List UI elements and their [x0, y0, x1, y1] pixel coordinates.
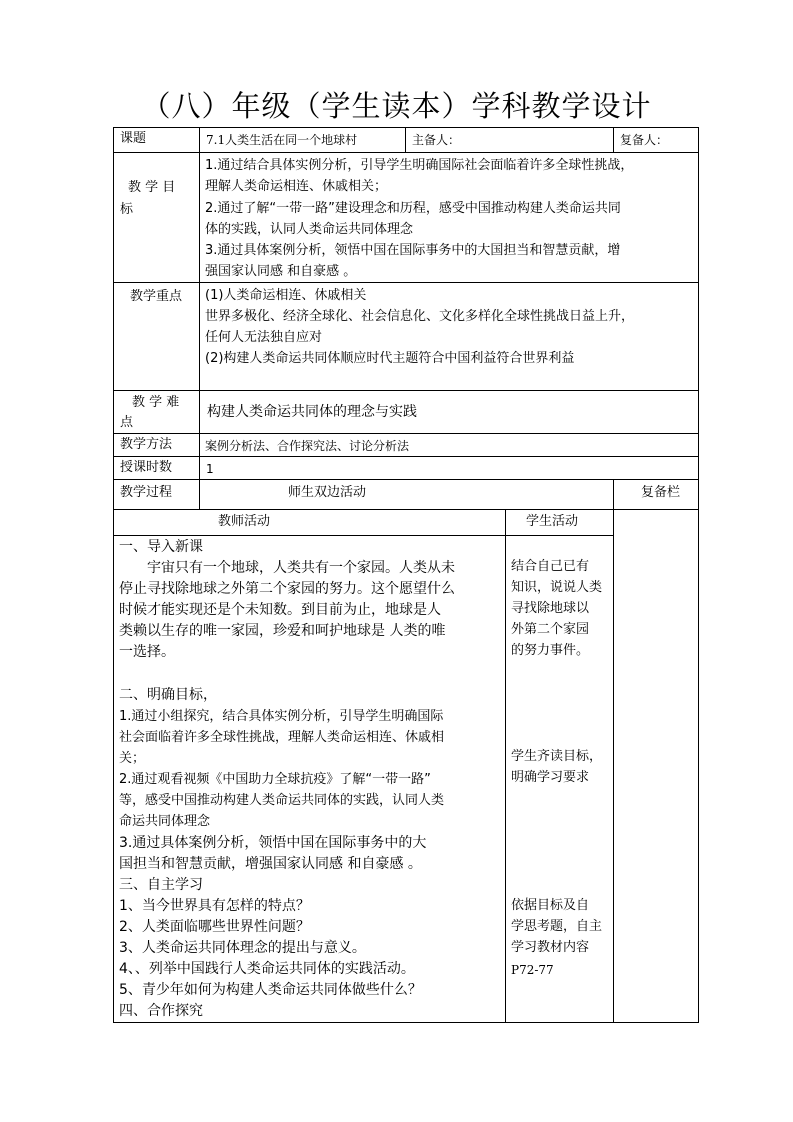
goal-line: 3.通过具体案例分析，领悟中国在国际事务中的大国担当和智慧贡献，增 [205, 243, 621, 258]
topic-label: 课题 [120, 131, 147, 146]
goal-item-line: 等，感受中国推动构建人类命运共同体的实践，认同人类 [119, 793, 445, 808]
goals-section-heading: 二、明确目标， [119, 687, 217, 703]
topic-value: 7.1人类生活在同一个地球村 [206, 133, 358, 147]
hours-label: 授课时数 [120, 460, 173, 475]
teacher-activity-heading: 教师活动 [218, 514, 271, 529]
intro-heading: 一、导入新课 [119, 539, 203, 555]
goal-line: 强国家认同感 和自豪感 。 [205, 264, 357, 279]
intro-line: 宇宙只有一个地球，人类共有一个家园。人类从未 [147, 560, 455, 576]
goal-item-line: 关； [119, 751, 146, 766]
main-preparer-label: 主备人： [412, 133, 461, 147]
self-study-question: 2、人类面临哪些世界性问题？ [119, 919, 310, 935]
goal-item-line: 社会面临着许多全球性挑战，理解人类命运相连、休戚相 [119, 730, 445, 745]
goal-item-line: 3.通过具体案例分析，领悟中国在国际事务中的大 [119, 835, 427, 851]
goal-item-line: 命运共同体理念 [119, 814, 211, 829]
hours-value: 1 [206, 462, 214, 476]
intro-line: 时候才能实现还是个未知数。到目前为止，地球是人 [119, 602, 441, 618]
co-preparer-label: 复备人： [620, 133, 669, 147]
student-activity-line: 明确学习要求 [511, 770, 590, 785]
key-point-line: 世界多极化、经济全球化、社会信息化、文化多样化全球性挑战日益上升， [205, 309, 635, 324]
difficulty-label: 教 学 难 [132, 395, 180, 410]
method-label: 教学方法 [120, 437, 173, 452]
student-activity-line: 知识，说说人类 [511, 580, 603, 595]
process-label: 教学过程 [120, 485, 173, 500]
difficulty-label-2: 点 [120, 415, 134, 430]
intro-line: 停止寻找除地球之外第二个家园的努力。这个愿望什么 [119, 581, 455, 597]
difficulty-text: 构建人类命运共同体的理念与实践 [207, 404, 417, 420]
goal-item-line: 2.通过观看视频《中国助力全球抗疫》了解“一带一路” [119, 772, 431, 787]
goal-line: 1.通过结合具体实例分析，引导学生明确国际社会面临着许多全球性挑战， [205, 158, 634, 173]
goal-line: 体的实践，认同人类命运共同体理念 [205, 222, 414, 237]
student-activity-line: 外第二个家园 [511, 622, 590, 637]
self-study-heading: 三、自主学习 [119, 877, 203, 893]
page-title: （八）年级（学生读本）学科教学设计 [141, 89, 652, 123]
key-point-line: (2)构建人类命运共同体顺应时代主题符合中国利益符合世界利益 [205, 351, 575, 366]
student-activity-heading: 学生活动 [526, 514, 579, 529]
goal-line: 2.通过了解“一带一路”建设理念和历程，感受中国推动构建人类命运共同 [205, 201, 621, 216]
key-point-line: 任何人无法独自应对 [205, 330, 323, 345]
goal-item-line: 1.通过小组探究，结合具体实例分析，引导学生明确国际 [119, 709, 444, 724]
student-activity-line: 依据目标及自 [511, 898, 590, 913]
goals-label-2: 标 [120, 202, 134, 217]
intro-line: 一选择。 [119, 644, 175, 660]
self-study-question: 1、当今世界具有怎样的特点？ [119, 898, 310, 914]
student-activity-line: 学思考题，自主 [511, 919, 603, 934]
student-activity-line: 寻找除地球以 [511, 601, 590, 616]
key-point-line: (1)人类命运相连、休戚相关 [205, 288, 367, 303]
self-study-question: 5、青少年如何为构建人类命运共同体做些什么？ [119, 982, 422, 998]
self-study-question: 3、人类命运共同体理念的提出与意义。 [119, 940, 366, 956]
key-points-label: 教学重点 [130, 289, 183, 304]
interaction-heading: 师生双边活动 [288, 485, 367, 500]
cooperative-inquiry-heading: 四、合作探究 [119, 1003, 203, 1019]
student-activity-line: 的努力事件。 [511, 643, 590, 658]
goal-item-line: 国担当和智慧贡献，增强国家认同感 和自豪感 。 [119, 856, 422, 872]
intro-line: 类赖以生存的唯一家园，珍爱和呵护地球是 人类的唯 [119, 623, 446, 639]
review-column-heading: 复备栏 [641, 485, 681, 500]
method-text: 案例分析法、合作探究法、讨论分析法 [205, 439, 410, 453]
goal-line: 理解人类命运相连、休戚相关； [205, 179, 388, 194]
student-activity-line: 学习教材内容 [511, 940, 590, 955]
goals-label: 教 学 目 [128, 180, 176, 195]
student-activity-line: 结合自己已有 [511, 559, 590, 574]
student-activity-line: P72-77 [511, 963, 554, 977]
self-study-question: 4、、列举中国践行人类命运共同体的实践活动。 [119, 961, 415, 977]
student-activity-line: 学生齐读目标， [511, 749, 603, 764]
